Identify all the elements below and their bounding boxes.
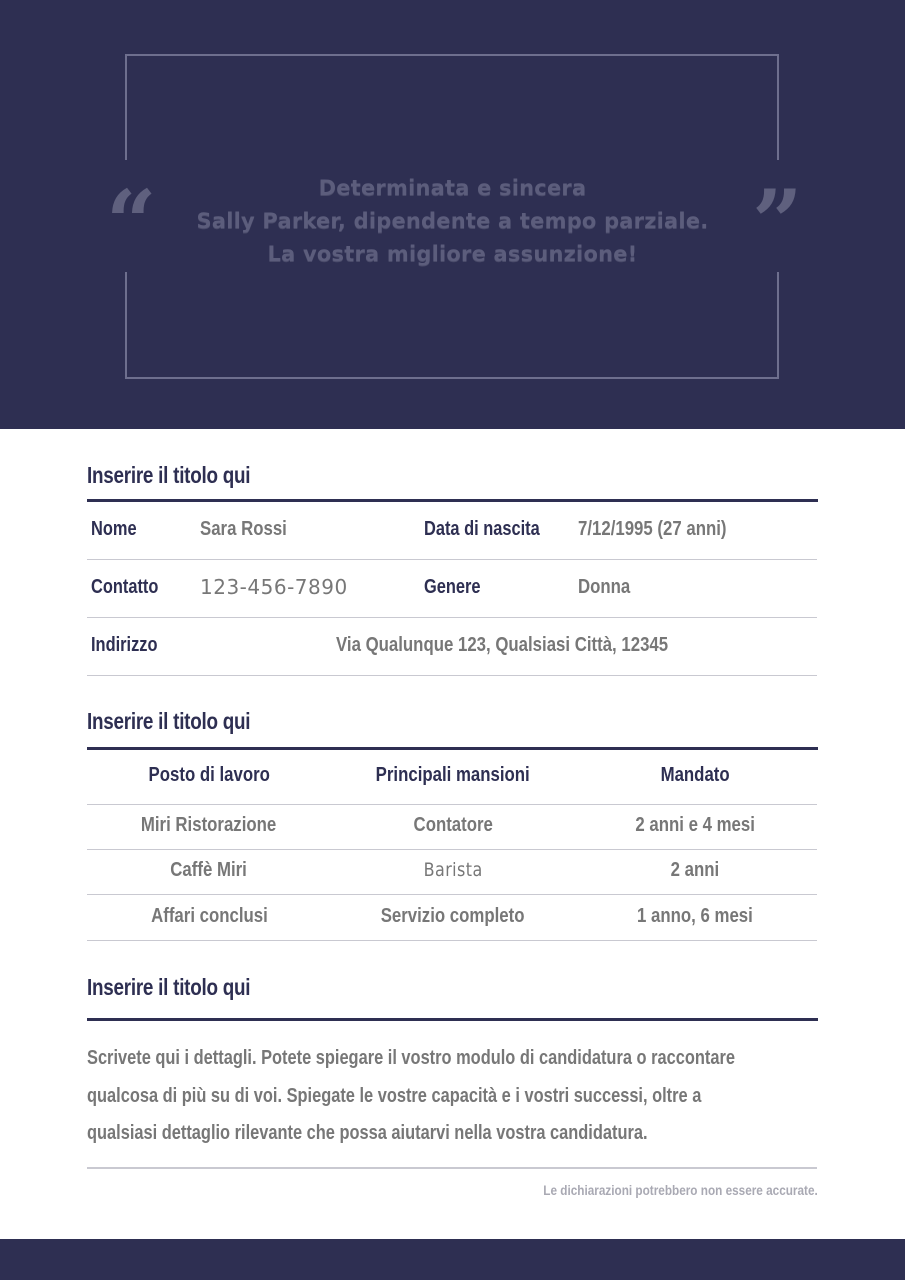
section-divider (87, 1018, 818, 1021)
address-label: Indirizzo (91, 634, 158, 656)
table-cell: Servizio completo (381, 905, 525, 927)
birth-value: 7/12/1995 (27 anni) (578, 518, 727, 540)
paragraph-line: qualsiasi dettaglio rilevante che possa aiutarvi nella vostra candidatura. (87, 1122, 648, 1144)
open-quote-icon: “ (106, 170, 157, 274)
section-title-details: Inserire il titolo qui (87, 974, 251, 1000)
footer-divider (87, 1167, 817, 1169)
contact-label: Contatto (91, 576, 159, 598)
table-divider (87, 849, 817, 850)
name-label: Nome (91, 518, 137, 540)
column-header-tenure: Mandato (660, 764, 730, 786)
name-value: Sara Rossi (200, 518, 287, 540)
section-divider (87, 499, 818, 502)
slogan (150, 172, 755, 271)
row-divider (87, 675, 817, 676)
paragraph-line: qualcosa di più su di voi. Spiegate le vostre capacità e i vostri successi, oltre a (87, 1084, 702, 1107)
table-cell: Affari conclusi (150, 905, 268, 927)
table-cell: Miri Ristorazione (141, 814, 277, 836)
table-divider (87, 894, 817, 895)
close-quote-icon: ” (752, 170, 803, 274)
table-cell: 2 anni e 4 mesi (635, 814, 755, 836)
table-cell: Caffè Miri (170, 859, 248, 881)
contact-value: 123-456-7890 (200, 575, 348, 599)
table-cell: Barista (423, 859, 483, 881)
section-divider (87, 747, 818, 750)
slogan-line: Sally Parker, dipendente a tempo parziale. (196, 209, 709, 233)
paragraph-line: Scrivete qui i dettagli. Potete spiegare il vostro modulo di candidatura o raccontare (87, 1047, 735, 1069)
column-header-workplace: Posto di lavoro (148, 764, 270, 786)
column-header-duties: Principali mansioni (375, 764, 531, 786)
table-cell: 2 anni (670, 859, 720, 881)
row-divider (87, 617, 817, 618)
gender-value: Donna (578, 576, 631, 598)
table-divider (87, 804, 817, 805)
section-title-work: Inserire il titolo qui (87, 708, 251, 734)
row-divider (87, 559, 817, 560)
gender-label: Genere (424, 576, 481, 598)
slogan-line: La vostra migliore assunzione! (267, 242, 638, 266)
disclaimer-note: Le dichiarazioni potrebbero non essere accurate. (543, 1182, 818, 1198)
table-divider (87, 940, 817, 941)
table-cell: Contatore (413, 814, 493, 836)
birth-label: Data di nascita (424, 518, 540, 540)
details-paragraph (87, 1040, 817, 1153)
table-cell: 1 anno, 6 mesi (637, 905, 753, 927)
footer-banner (0, 1239, 905, 1280)
slogan-line: Determinata e sincera (318, 176, 587, 200)
address-value: Via Qualunque 123, Qualsiasi Città, 12345 (336, 634, 669, 656)
section-title-personal: Inserire il titolo qui (87, 462, 251, 488)
